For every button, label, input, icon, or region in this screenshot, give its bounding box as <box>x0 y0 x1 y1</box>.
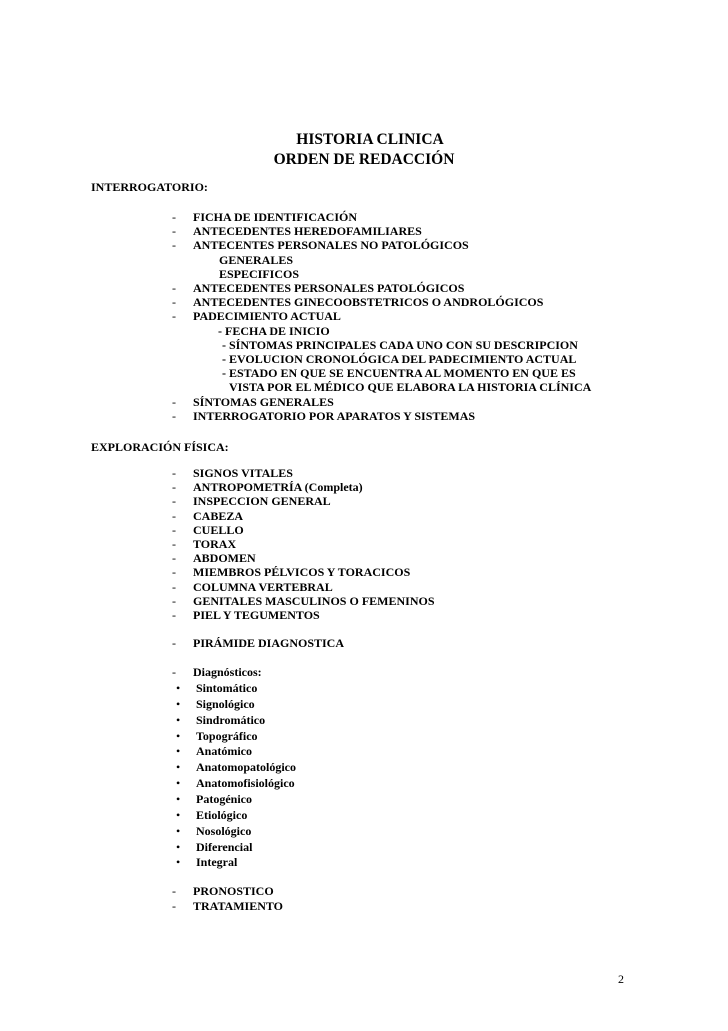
exploracion-item: CABEZA <box>193 508 244 523</box>
diagnostico-item: Anatomofisiológico <box>196 776 295 791</box>
diagnostico-item: Sintomático <box>196 681 258 695</box>
interrogatorio-dash: - <box>172 281 176 295</box>
interrogatorio-item: INTERROGATORIO POR APARATOS Y SISTEMAS <box>193 408 476 423</box>
padecimiento-subitem: - FECHA DE INICIO <box>218 323 330 338</box>
page-number: 2 <box>618 972 624 986</box>
exploracion-item: COLUMNA VERTEBRAL <box>193 579 333 594</box>
no-patologicos-subitem: GENERALES <box>219 252 294 267</box>
exploracion-dash: - <box>172 579 176 594</box>
interrogatorio-dash: - <box>172 408 176 423</box>
diagnostico-bullet: • <box>176 712 181 727</box>
diagnostico-item: Sindromático <box>196 712 266 727</box>
interrogatorio-item: SÍNTOMAS GENERALES <box>193 394 334 409</box>
piramide-diagnostica: PIRÁMIDE DIAGNOSTICA <box>193 636 345 650</box>
no-patologicos-subitem: ESPECIFICOS <box>219 266 300 281</box>
diagnosticos-dash: - <box>172 665 176 679</box>
diagnosticos-heading: Diagnósticos: <box>193 665 262 679</box>
diagnostico-bullet: • <box>176 855 181 870</box>
diagnostico-item: Etiológico <box>196 807 248 822</box>
interrogatorio-dash: - <box>172 238 176 253</box>
exploracion-item: ABDOMEN <box>193 551 256 566</box>
interrogatorio-item: ANTECEDENTES GINECOOBSTETRICOS O ANDROLÓGICOS <box>193 295 544 310</box>
exploracion-item: CUELLO <box>193 522 244 537</box>
exploracion-item: ANTROPOMETRÍA (Completa) <box>193 480 363 495</box>
diagnostico-bullet: • <box>176 728 181 743</box>
page-title-line1: HISTORIA CLINICA <box>296 131 444 148</box>
diagnostico-item: Patogénico <box>196 791 252 806</box>
interrogatorio-item: ANTECEDENTES HEREDOFAMILIARES <box>193 224 422 239</box>
diagnostico-item: Integral <box>196 855 238 870</box>
exploracion-dash: - <box>172 522 176 537</box>
exploracion-item: TORAX <box>193 537 237 551</box>
exploracion-item: SIGNOS VITALES <box>193 466 293 480</box>
exploracion-dash: - <box>172 466 176 480</box>
exploracion-item: MIEMBROS PÉLVICOS Y TORACICOS <box>193 565 411 580</box>
diagnostico-bullet: • <box>176 823 181 838</box>
interrogatorio-item: FICHA DE IDENTIFICACIÓN <box>193 210 358 224</box>
exploracion-dash: - <box>172 565 176 580</box>
padecimiento-subitem: - SÍNTOMAS PRINCIPALES CADA UNO CON SU DESCRIPCION <box>222 337 578 352</box>
final-item: PRONOSTICO <box>193 884 274 898</box>
interrogatorio-dash: - <box>172 309 176 324</box>
exploracion-dash: - <box>172 480 176 495</box>
diagnostico-item: Topográfico <box>196 728 258 743</box>
padecimiento-subitem: - EVOLUCION CRONOLÓGICA DEL PADECIMIENTO ACTUAL <box>222 352 577 366</box>
exploracion-item: GENITALES MASCULINOS O FEMENINOS <box>193 593 435 608</box>
diagnostico-bullet: • <box>176 791 181 806</box>
diagnostico-item: Anatómico <box>196 744 252 759</box>
interrogatorio-item: ANTECEDENTES PERSONALES PATOLÓGICOS <box>193 281 465 295</box>
exploracion-dash: - <box>172 537 176 551</box>
interrogatorio-dash: - <box>172 224 176 239</box>
diagnostico-item: Anatomopatológico <box>196 760 296 775</box>
exploracion-item: PIEL Y TEGUMENTOS <box>193 608 320 622</box>
interrogatorio-dash: - <box>172 210 176 224</box>
interrogatorio-dash: - <box>172 295 176 310</box>
piramide-dash: - <box>172 636 176 650</box>
diagnostico-bullet: • <box>176 760 181 775</box>
diagnostico-bullet: • <box>176 744 181 759</box>
interrogatorio-item: ANTECENTES PERSONALES NO PATOLÓGICOS <box>193 238 469 253</box>
padecimiento-subitem: VISTA POR EL MÉDICO QUE ELABORA LA HISTORIA CLÍNICA <box>229 380 592 395</box>
page-title-line2: ORDEN DE REDACCIÓN <box>273 151 455 168</box>
final-dash: - <box>172 884 176 898</box>
diagnostico-bullet: • <box>176 839 181 854</box>
exploracion-dash: - <box>172 593 176 608</box>
exploracion-item: INSPECCION GENERAL <box>193 494 331 509</box>
exploracion-dash: - <box>172 551 176 566</box>
diagnostico-bullet: • <box>176 776 181 791</box>
diagnostico-item: Nosológico <box>196 823 252 838</box>
interrogatorio-heading: INTERROGATORIO: <box>91 180 208 194</box>
diagnostico-item: Diferencial <box>196 839 253 854</box>
exploracion-dash: - <box>172 508 176 523</box>
final-dash: - <box>172 899 176 913</box>
interrogatorio-item: PADECIMIENTO ACTUAL <box>193 309 341 324</box>
diagnostico-bullet: • <box>176 681 181 695</box>
interrogatorio-dash: - <box>172 394 176 409</box>
diagnostico-item: Signológico <box>196 696 255 711</box>
exploracion-dash: - <box>172 494 176 509</box>
exploracion-heading: EXPLORACIÓN FÍSICA: <box>91 440 229 454</box>
padecimiento-subitem: - ESTADO EN QUE SE ENCUENTRA AL MOMENTO EN QUE ES <box>222 366 576 381</box>
exploracion-dash: - <box>172 608 176 622</box>
diagnostico-bullet: • <box>176 696 181 711</box>
diagnostico-bullet: • <box>176 807 181 822</box>
final-item: TRATAMIENTO <box>193 899 284 913</box>
